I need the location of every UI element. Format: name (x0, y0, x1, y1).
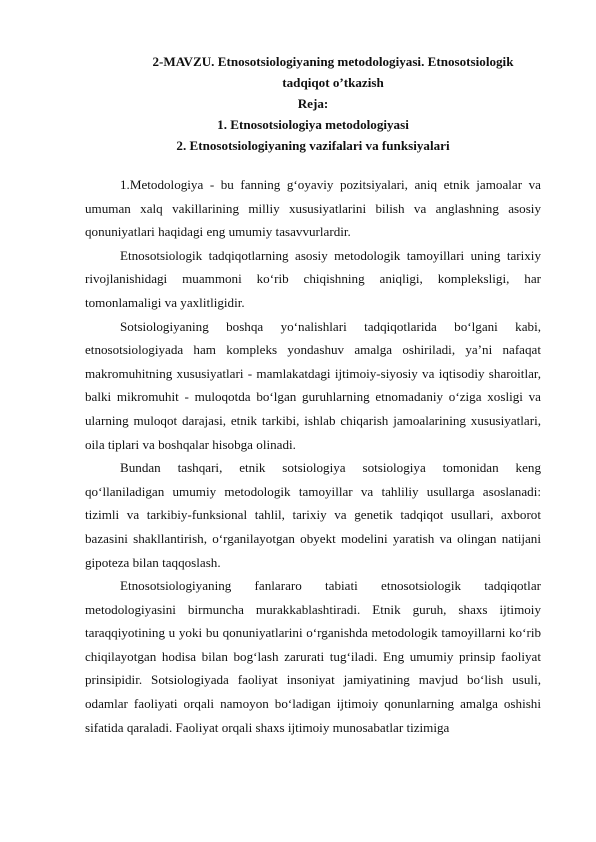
plan-item-2: 2. Etnosotsiologiyaning vazifalari va funksiyalari (176, 138, 450, 153)
paragraph-5: Etnosotsiologiyaning fanlararo tabiati etnosotsiologik tadqiqotlar metodologiyasini birmuncha murakkablashtiradi. Etnik guruh, shaxs ijtimoiy taraqqiyotining u yoki bu qonuniyatlarini o‘rganishda metodologik tamoyillarni ko‘rib chiqilayotgan hodisa bilan bog‘lash zarurati tug‘iladi. Eng umumiy prinsip faoliyat prinsipidir. Sotsiologiyada faoliyat insoniyat jamiyatining mavjud bo‘lish usuli, odamlar faoliyati orqali namoyon bo‘ladigan ijtimoiy qonunlarning amalga oshishi sifatida qaraladi. Faoliyat orqali shaxs ijtimoiy munosabatlar tizimiga (85, 578, 541, 735)
plan-item-1: 1. Etnosotsiologiya metodologiyasi (217, 117, 409, 132)
page-title (125, 52, 541, 93)
plan-label: Reja: (297, 96, 329, 111)
paragraph-2: Etnosotsiologik tadqiqotlarning asosiy metodologik tamoyillari uning tarixiy rivojlanishidagi muammoni ko‘rib chiqishning aniqligi, kompleksligi, har tomonlamaligi va yaxlitligidir. (85, 247, 541, 310)
paragraph-3: Sotsiologiyaning boshqa yo‘nalishlari tadqiqotlarida bo‘lgani kabi, etnosotsiologiyada ham kompleks yondashuv amalga oshiriladi, ya’ni nafaqat makromuhitning xususiyatlari - mamlakatdagi ijtimoiy-siyosiy va iqtisodiy sharoitlar, balki mikromuhit - muloqotda bo‘lgan guruhlarning etnomadaniy o‘ziga xosligi va ularning muloqot darajasi, etnik tarkibi, ishlab chiqarish jamoalarining xususiyatlari, oila tiplari va boshqalar hisobga olinadi. (85, 318, 541, 452)
paragraph-1: 1.Metodologiya - bu fanning g‘oyaviy pozitsiyalari, aniq etnik jamoalar va umuman xalq vakillarining milliy xususiyatlarini bilish va anglashning asosiy qonuniyatlari haqidagi eng umumiy tasavvurlardir. (85, 177, 541, 240)
paragraph-4: Bundan tashqari, etnik sotsiologiya sotsiologiya tomonidan keng qo‘llaniladigan umumiy metodologik tamoyillar va tahliliy usullarga asoslanadi: tizimli va tarkibiy-funksional tahlil, tarixiy va genetik tadqiqot usullari, axborot bazasini shakllantirish, o‘rganilayotgan obyekt modelini yaratish va olingan natijani gipoteza bilan taqqoslash. (85, 460, 541, 570)
title-line-1: 2-MAVZU. Etnosotsiologiyaning metodologiyasi. Etnosotsiologik (152, 54, 514, 69)
title-line-2: tadqiqot o’tkazish (282, 74, 384, 90)
spacer (85, 156, 541, 173)
